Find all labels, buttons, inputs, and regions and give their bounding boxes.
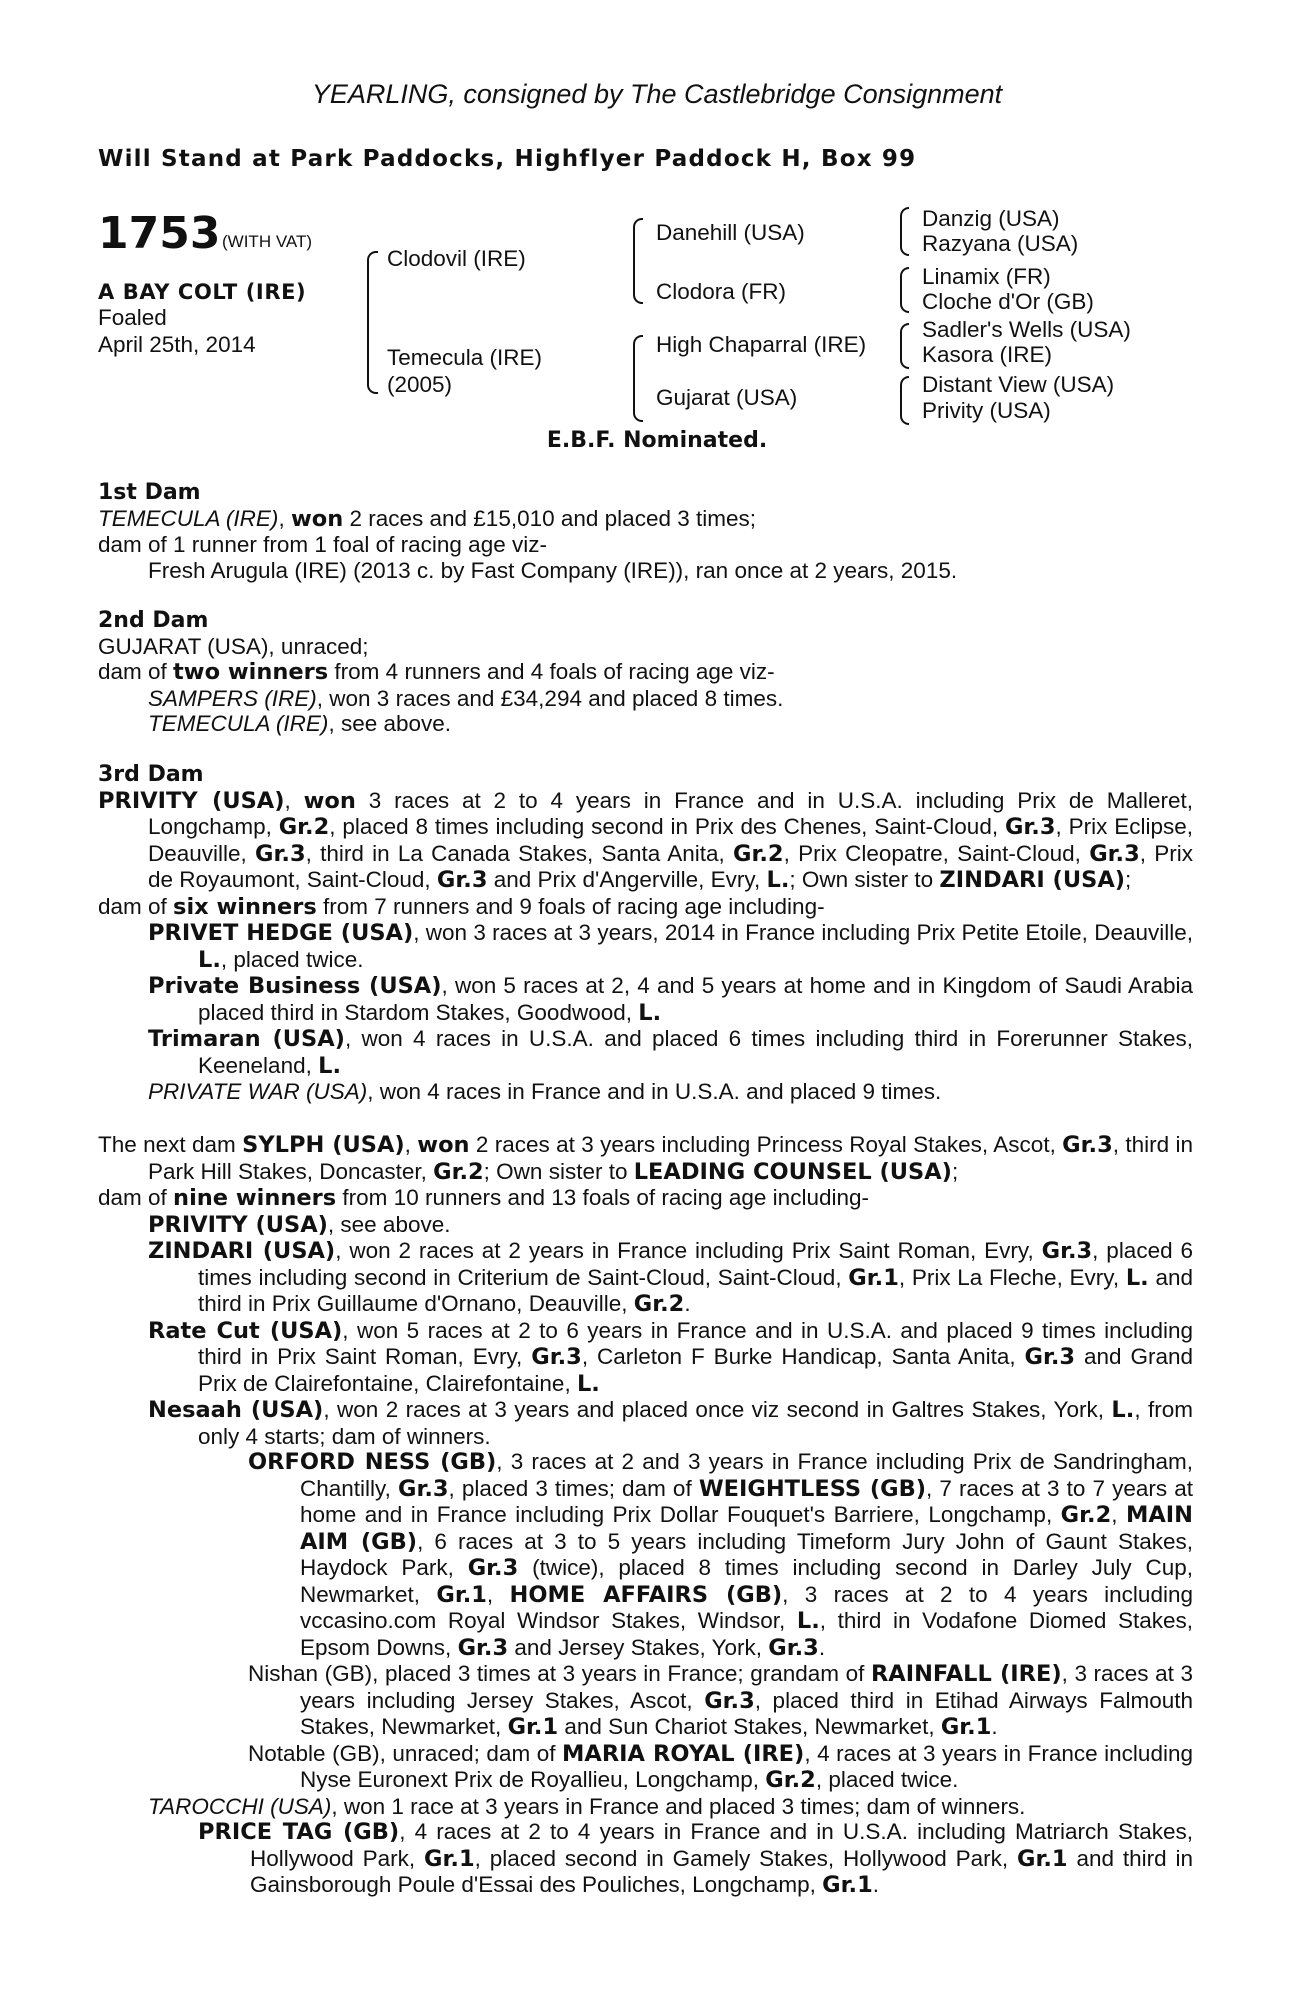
third-dam-progeny-private-war: PRIVATE WAR (USA), won 4 races in France and in U.S.A. and placed 9 times. — [148, 1079, 942, 1104]
next-dam-progeny-rate-cut: Rate Cut (USA), won 5 races at 2 to 6 years in France and in U.S.A. and placed 9 times including third in Prix Saint Roman, Evry, Gr.3, Carleton F Burke Handicap, Santa Anita, Gr.3 and Grand Prix de Clairefontaine, Clairefontaine, L. — [148, 1317, 1194, 1397]
second-dam-heading: 2nd Dam — [98, 608, 209, 633]
tarocchi-progeny-price-tag: PRICE TAG (GB), 4 races at 2 to 4 years in France and in U.S.A. including Matriarch Stakes, Hollywood Park, Gr.1, placed second in Gamely Stakes, Hollywood Park, Gr.1 and third in Gainsborough Poule d'Essai des Pouliches, Longchamp, Gr.1. — [198, 1819, 1194, 1898]
next-dam-record: The next dam SYLPH (USA), won 2 races at 3 years including Princess Royal Stakes, Ascot, Gr.3, third in Park Hill Stakes, Doncaster, Gr.2; Own sister to LEADING COUNSEL (USA); — [98, 1132, 1193, 1185]
ebf-nominated: E.B.F. Nominated. — [546, 428, 768, 453]
pedigree-g4: Cloche d'Or (GB) — [922, 289, 1094, 314]
second-dam-section — [98, 608, 1193, 737]
third-dam-progeny-trimaran: Trimaran (USA), won 4 races in U.S.A. and placed 6 times including third in Forerunner Stakes, Keeneland, L. — [148, 1026, 1193, 1079]
first-dam-heading: 1st Dam — [98, 480, 201, 505]
next-dam-progeny-privity: PRIVITY (USA), see above. — [148, 1211, 451, 1238]
foaled-label: Foaled — [98, 305, 167, 330]
bracket-g78 — [900, 376, 909, 425]
first-dam-produce: dam of 1 runner from 1 foal of racing age viz- — [98, 532, 547, 557]
first-dam-foal: Fresh Arugula (IRE) (2013 c. by Fast Company (IRE)), ran once at 2 years, 2015. — [148, 557, 958, 583]
second-dam-progeny-1: SAMPERS (IRE), won 3 races and £34,294 and placed 8 times. — [148, 685, 784, 711]
pedigree-g5: Sadler's Wells (USA) — [922, 317, 1131, 342]
catalogue-title: YEARLING, consigned by The Castlebridge Consignment — [311, 79, 1003, 109]
next-dam-progeny-nesaah: Nesaah (USA), won 2 races at 3 years and placed once viz second in Galtres Stakes, York, L., from only 4 starts; dam of winners. — [148, 1397, 1193, 1449]
next-dam-produce: dam of nine winners from 10 runners and 13 foals of racing age including- — [98, 1185, 869, 1211]
bracket-g34 — [900, 267, 909, 313]
next-dam-progeny-tarocchi: TAROCCHI (USA), won 1 race at 3 years in France and placed 3 times; dam of winners. — [148, 1793, 1026, 1819]
foaled-date: April 25th, 2014 — [98, 332, 256, 357]
pedigree-g3: Linamix (FR) — [922, 264, 1051, 289]
pedigree-g8: Privity (USA) — [922, 398, 1051, 423]
bracket-sire-parents — [633, 218, 643, 304]
third-dam-record: PRIVITY (USA), won 3 races at 2 to 4 years in France and in U.S.A. including Prix de Malleret, Longchamp, Gr.2, placed 8 times including second in Prix des Chenes, Saint-Cloud, Gr.3, Prix Eclipse, Deauville, Gr.3, third in La Canada Stakes, Santa Anita, Gr.2, Prix Cleopatre, Saint-Cloud, Gr.3, Prix de Royaumont, Saint-Cloud, Gr.3 and Prix d'Angerville, Evry, L.; Own sister to ZINDARI (USA); — [98, 787, 1193, 893]
second-dam-produce: dam of two winners from 4 runners and 4 foals of racing age viz- — [98, 659, 775, 685]
pedigree-sire-sire: Danehill (USA) — [656, 220, 805, 245]
third-dam-progeny-private-business: Private Business (USA), won 5 races at 2, 4 and 5 years at home and in Kingdom of Saudi Arabia placed third in Stardom Stakes, Goodwood, L. — [148, 973, 1193, 1026]
second-dam-progeny-2: TEMECULA (IRE), see above. — [148, 711, 452, 736]
pedigree-g6: Kasora (IRE) — [922, 342, 1053, 367]
bracket-g56 — [900, 323, 909, 369]
vat-note: (WITH VAT) — [222, 232, 313, 251]
stand-location: Will Stand at Park Paddocks, Highflyer Paddock H, Box 99 — [98, 146, 917, 172]
pedigree-g7: Distant View (USA) — [922, 372, 1115, 397]
bracket-dam-parents — [633, 335, 643, 422]
first-dam-record: TEMECULA (IRE), won 2 races and £15,010 and placed 3 times; — [98, 505, 756, 532]
pedigree-sire: Clodovil (IRE) — [387, 246, 526, 271]
first-dam-section — [98, 480, 1193, 583]
pedigree-g2: Razyana (USA) — [922, 231, 1079, 256]
nesaah-progeny-nishan: Nishan (GB), placed 3 times at 3 years in France; grandam of RAINFALL (IRE), 3 races at 3 years including Jersey Stakes, Ascot, Gr.3, placed third in Etihad Airways Falmouth Stakes, Newmarket, Gr.1 and Sun Chariot Stakes, Newmarket, Gr.1. — [248, 1661, 1193, 1740]
nesaah-progeny-orford-ness: ORFORD NESS (GB), 3 races at 2 and 3 years in France including Prix de Sandringham, Chantilly, Gr.3, placed 3 times; dam of WEIGHTLESS (GB), 7 races at 3 to 7 years at home and in France including Prix Dollar Fouquet's Barriere, Longchamp, Gr.2, MAIN AIM (GB), 6 races at 3 to 5 years including Timeform Jury John of Gaunt Stakes, Haydock Park, Gr.3 (twice), placed 8 times including second in Darley July Cup, Newmarket, Gr.1, HOME AFFAIRS (GB), 3 races at 2 to 4 years including vccasino.com Royal Windsor Stakes, Windsor, L., third in Vodafone Diomed Stakes, Epsom Downs, Gr.3 and Jersey Stakes, York, Gr.3. — [248, 1449, 1193, 1661]
third-dam-section — [98, 762, 1193, 1105]
pedigree-sire-dam: Clodora (FR) — [656, 279, 787, 304]
horse-name: A BAY COLT (IRE) — [98, 280, 307, 304]
pedigree-dam-sire: High Chaparral (IRE) — [656, 332, 867, 357]
bracket-parents — [367, 251, 378, 394]
pedigree-g1: Danzig (USA) — [922, 206, 1060, 231]
third-dam-progeny-privet-hedge: PRIVET HEDGE (USA), won 3 races at 3 years, 2014 in France including Prix Petite Etoile, Deauville, L., placed twice. — [148, 920, 1194, 973]
next-dam-section — [98, 1132, 1193, 1899]
third-dam-heading: 3rd Dam — [98, 762, 204, 787]
third-dam-produce: dam of six winners from 7 runners and 9 foals of racing age including- — [98, 893, 825, 920]
nesaah-progeny-notable: Notable (GB), unraced; dam of MARIA ROYAL (IRE), 4 races at 3 years in France including Nyse Euronext Prix de Royallieu, Longchamp, Gr.2, placed twice. — [248, 1740, 1193, 1793]
bracket-g12 — [900, 207, 909, 256]
second-dam-record: GUJARAT (USA), unraced; — [98, 633, 369, 659]
pedigree-dam: Temecula (IRE) — [387, 345, 543, 370]
lot-number: 1753 — [98, 208, 221, 259]
pedigree-dam-dam: Gujarat (USA) — [656, 385, 798, 410]
pedigree-dam-year: (2005) — [387, 372, 453, 397]
next-dam-progeny-zindari: ZINDARI (USA), won 2 races at 2 years in France including Prix Saint Roman, Evry, Gr.3, placed 6 times including second in Criterium de Saint-Cloud, Saint-Cloud, Gr.1, Prix La Fleche, Evry, L. and third in Prix Guillaume d'Ornano, Deauville, Gr.2. — [148, 1238, 1193, 1317]
